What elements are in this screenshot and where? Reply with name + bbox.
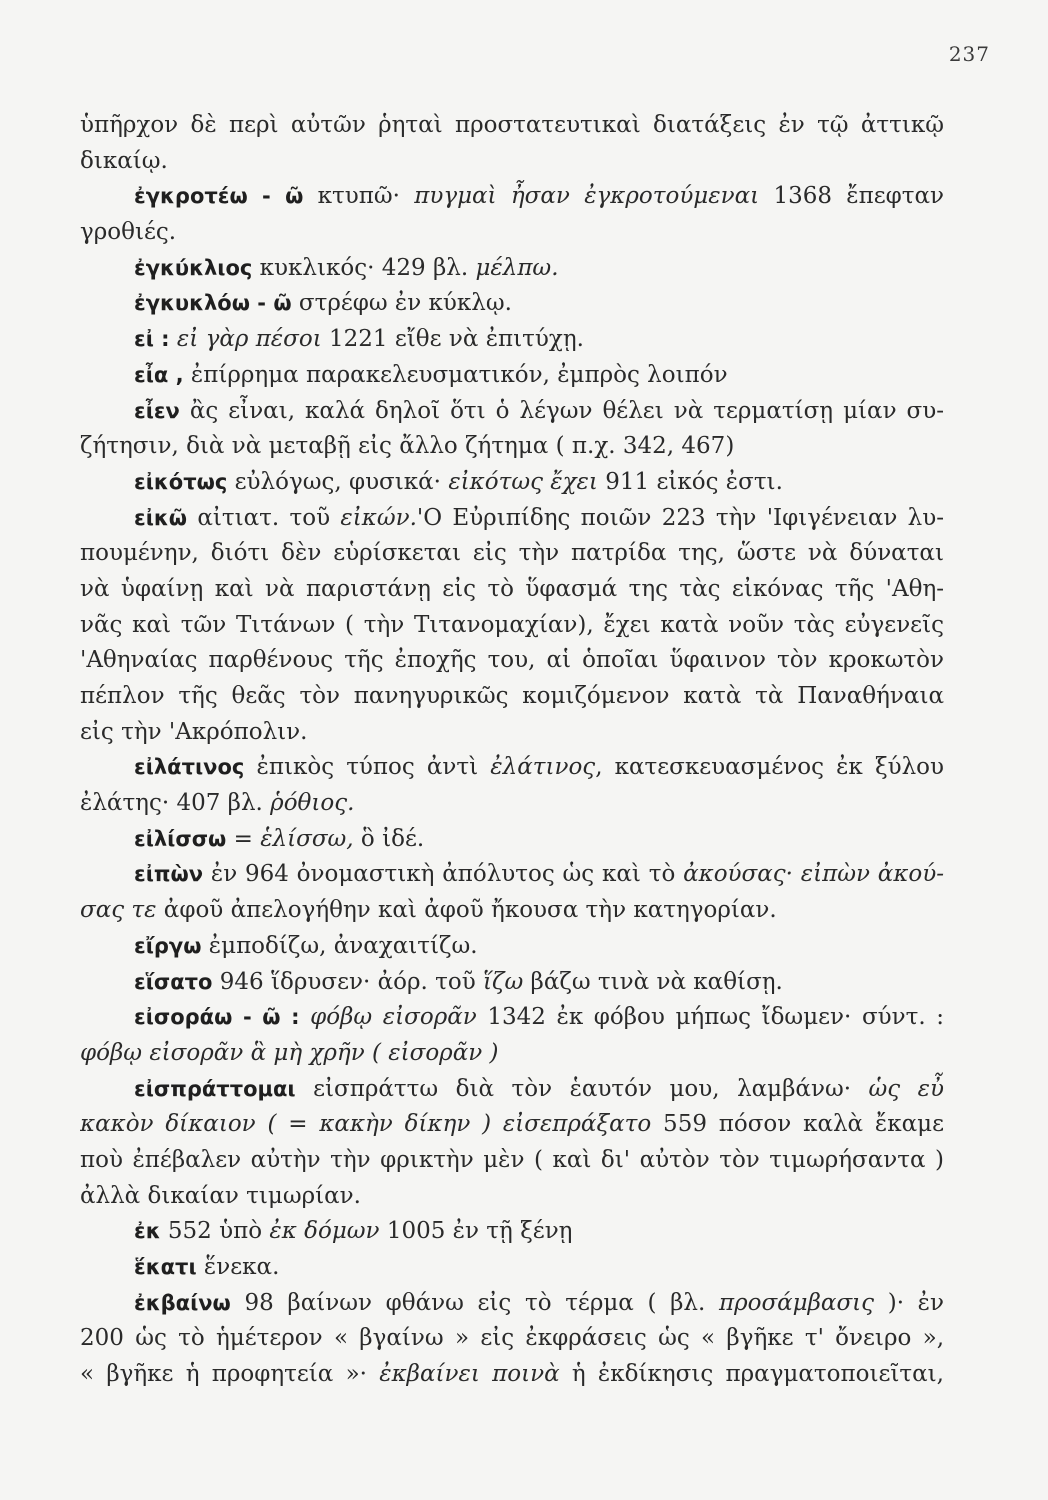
text-line — [80, 1357, 944, 1393]
definition-text: εἰσπράττω διὰ τὸν ἑαυτόν μου, λαμβάνω· — [295, 1075, 869, 1102]
quoted-term: πυγμαὶ ἦσαν ἐγκροτούμεναι — [414, 183, 760, 210]
headword: ἐγκυκλόω - ῶ — [134, 291, 292, 316]
definition-text: κυκλικός· 429 βλ. — [252, 254, 476, 281]
text-line — [80, 465, 944, 501]
text-line — [80, 786, 944, 822]
headword: εἰ : — [134, 327, 170, 352]
definition-text: , κατεσκευασμένος ἐκ ξύλου — [595, 754, 944, 781]
text-line — [80, 215, 944, 251]
text-line — [80, 358, 944, 394]
definition-text: νὰ ὑφαίνῃ καὶ νὰ παριστάνῃ εἰς τὸ ὕφασμά της τὰς εἰκόνας τῆς 'Αθη- — [80, 575, 944, 602]
text-line — [80, 1286, 944, 1322]
quoted-term: ἑλίσσω, — [260, 825, 354, 852]
quoted-term: εἰκότως ἔχει — [448, 468, 598, 495]
definition-text: ἀλλὰ δικαίαν τιμωρίαν. — [80, 1182, 361, 1209]
definition-text: 'Αθηναίας παρθένους τῆς ἐποχῆς του, αἱ ὁποῖαι ὕφαινον τὸν κροκωτὸν — [80, 647, 944, 674]
text-line — [80, 893, 944, 929]
definition-text: 1221 εἴθε νὰ ἐπιτύχῃ. — [321, 326, 584, 353]
text-line — [80, 251, 944, 287]
text-line — [80, 1107, 944, 1143]
headword: εἶα , — [134, 362, 184, 387]
definition-text: στρέφω ἐν κύκλῳ. — [291, 290, 512, 317]
headword: εἰκότως — [134, 469, 228, 494]
definition-text: πουμένην, διότι δὲν εὑρίσκεται εἰς τὴν πατρίδα της, ὥστε νὰ δύναται — [80, 540, 944, 567]
quoted-term: μέλπω. — [475, 254, 559, 281]
definition-text: εὐλόγως, φυσικά· — [227, 468, 449, 495]
definition-text: 1342 ἐκ φόβου μήπως ἴδωμεν· σύντ. : — [476, 1004, 944, 1031]
headword: εἴργω — [134, 933, 202, 958]
quoted-term: εἰ γὰρ πέσοι — [176, 326, 322, 353]
definition-text: εἰς τὴν 'Ακρόπολιν. — [80, 718, 308, 745]
definition-text: ἀφοῦ ἀπελογήθην καὶ ἀφοῦ ἤκουσα τὴν κατηγορίαν. — [156, 897, 777, 924]
headword: εἰλίσσω — [134, 826, 227, 851]
definition-text: ἐν 964 ὀνομαστικὴ ἀπόλυτος ὡς καὶ τὸ — [203, 861, 684, 888]
text-line — [80, 108, 944, 144]
headword: εἵσατο — [134, 969, 213, 994]
quoted-term: προσάμβασις — [718, 1289, 875, 1316]
definition-text: 559 πόσον καλὰ ἔκαμε — [651, 1111, 944, 1138]
headword: ἐκ — [134, 1219, 161, 1244]
quoted-term: φόβῳ εἰσορᾶν — [310, 1004, 477, 1031]
text-line — [80, 179, 944, 215]
text-line — [80, 679, 944, 715]
text-line — [80, 536, 944, 572]
glossary-text — [80, 108, 944, 1393]
definition-text: ἐμποδίζω, ἀναχαιτίζω. — [201, 932, 478, 959]
headword: ἕκατι — [134, 1255, 197, 1279]
definition-text: = — [226, 825, 261, 852]
text-line — [80, 572, 944, 608]
headword: εἰσοράω - ῶ : — [134, 1005, 300, 1030]
headword: εἰπὼν — [134, 862, 204, 887]
definition-text: 98 βαίνων φθάνω εἰς τὸ τέρμα ( βλ. — [230, 1289, 719, 1316]
text-line — [80, 1250, 944, 1286]
text-line — [80, 715, 944, 751]
text-line — [80, 144, 944, 180]
text-line — [80, 429, 944, 465]
definition-text: αἰτιατ. τοῦ — [187, 504, 341, 531]
quoted-term: σας τε — [80, 897, 157, 924]
quoted-term: ἐκβαίνει ποινὰ — [379, 1361, 560, 1388]
text-line — [80, 608, 944, 644]
text-line — [80, 1321, 944, 1357]
definition-text: δικαίῳ. — [80, 147, 168, 174]
definition-text: νᾶς καὶ τῶν Τιτάνων ( τὴν Τιτανομαχίαν), ἔχει κατὰ νοῦν τὰς εὐγενεῖς — [80, 611, 944, 638]
definition-text: 552 ὑπὸ — [160, 1218, 270, 1245]
definition-text: ἐλάτης· 407 βλ. — [80, 790, 271, 817]
headword: ἐγκροτέω - ῶ — [134, 184, 304, 209]
quoted-term: ὡς εὖ — [868, 1075, 944, 1102]
quoted-term: ἐλάτινος — [490, 754, 596, 781]
definition-text: 200 ὡς τὸ ἡμέτερον « βγαίνω » εἰς ἐκφράσεις ὡς « βγῆκε τ' ὄνειρο », — [80, 1325, 944, 1352]
text-line — [80, 822, 944, 858]
text-line — [80, 501, 944, 537]
quoted-term: φόβῳ εἰσορᾶν ἃ μὴ χρῆν ( εἰσορᾶν ) — [80, 1039, 499, 1066]
text-line — [80, 1072, 944, 1108]
headword: εἰσπράττομαι — [134, 1076, 296, 1101]
headword: εἶεν — [134, 398, 180, 423]
definition-text: ὃ ἰδέ. — [353, 825, 425, 852]
text-line — [80, 929, 944, 965]
definition-text: )· ἐν — [874, 1289, 944, 1316]
quoted-term: ῥόθιος. — [270, 790, 355, 817]
definition-text: κτυπῶ· — [303, 183, 415, 210]
definition-text: ὑπῆρχον δὲ περὶ αὐτῶν ῥηταὶ προστατευτικαὶ διατάξεις ἐν τῷ ἀττικῷ — [80, 112, 944, 138]
page-number: 237 — [948, 42, 990, 66]
definition-text: ἡ ἐκδίκησις πραγματοποιεῖται, — [559, 1361, 944, 1388]
quoted-term: ἀκούσας· εἰπὼν ἀκού- — [683, 861, 944, 888]
definition-text: ἕνεκα. — [196, 1254, 280, 1280]
definition-text: 946 ἵδρυσεν· ἀόρ. τοῦ — [212, 968, 483, 995]
text-line — [80, 1214, 944, 1250]
text-line — [80, 1000, 944, 1036]
text-line — [80, 1179, 944, 1215]
definition-text: « βγῆκε ἡ προφητεία »· — [80, 1361, 380, 1388]
headword: εἰλάτινος — [134, 755, 245, 780]
definition-text: βάζω τινὰ νὰ καθίσῃ. — [523, 968, 783, 995]
definition-text — [170, 326, 177, 352]
headword: ἐκβαίνω — [134, 1290, 231, 1315]
definition-text: 911 εἰκός ἐστι. — [597, 468, 783, 495]
definition-text: 'Ο Εὐριπίδης ποιῶν 223 τὴν 'Ιφιγένειαν λυ- — [416, 504, 944, 531]
quoted-term: ἐκ δόμων — [269, 1218, 380, 1245]
text-line — [80, 394, 944, 430]
text-line — [80, 322, 944, 358]
headword: εἰκῶ — [134, 505, 188, 530]
text-line — [80, 643, 944, 679]
definition-text: ἐπίρρημα παρακελευσματικόν, ἐμπρὸς λοιπόν — [183, 361, 728, 388]
definition-text — [300, 1004, 311, 1030]
definition-text: ζήτησιν, διὰ νὰ μεταβῇ εἰς ἄλλο ζήτημα ( π.χ. 342, 467) — [80, 433, 735, 460]
text-line — [80, 286, 944, 322]
definition-text: ἐπικὸς τύπος ἀντὶ — [244, 754, 491, 781]
text-line — [80, 750, 944, 786]
text-line — [80, 857, 944, 893]
text-line — [80, 965, 944, 1001]
definition-text: ἂς εἶναι, καλά δηλοῖ ὅτι ὁ λέγων θέλει νὰ τερματίσῃ μίαν συ- — [179, 397, 944, 424]
headword: ἐγκύκλιος — [134, 255, 253, 280]
definition-text: πέπλον τῆς θεᾶς τὸν πανηγυρικῶς κομιζόμενον κατὰ τὰ Παναθήναια — [80, 683, 944, 709]
quoted-term: ἵζω — [482, 968, 524, 995]
text-line — [80, 1143, 944, 1179]
quoted-term: κακὸν δίκαιον ( = κακὴν δίκην ) εἰσεπράξατο — [80, 1111, 652, 1138]
definition-text: 1005 ἐν τῇ ξένῃ — [379, 1218, 573, 1245]
quoted-term: εἰκών. — [340, 504, 417, 531]
definition-text: ποὺ ἐπέβαλεν αὐτὴν τὴν φρικτὴν μὲν ( καὶ δι' αὐτὸν τὸν τιμωρήσαντα ) — [80, 1146, 944, 1173]
definition-text: γροθιές. — [80, 219, 177, 246]
text-line — [80, 1036, 944, 1072]
definition-text: 1368 ἔπεφταν — [759, 183, 944, 210]
